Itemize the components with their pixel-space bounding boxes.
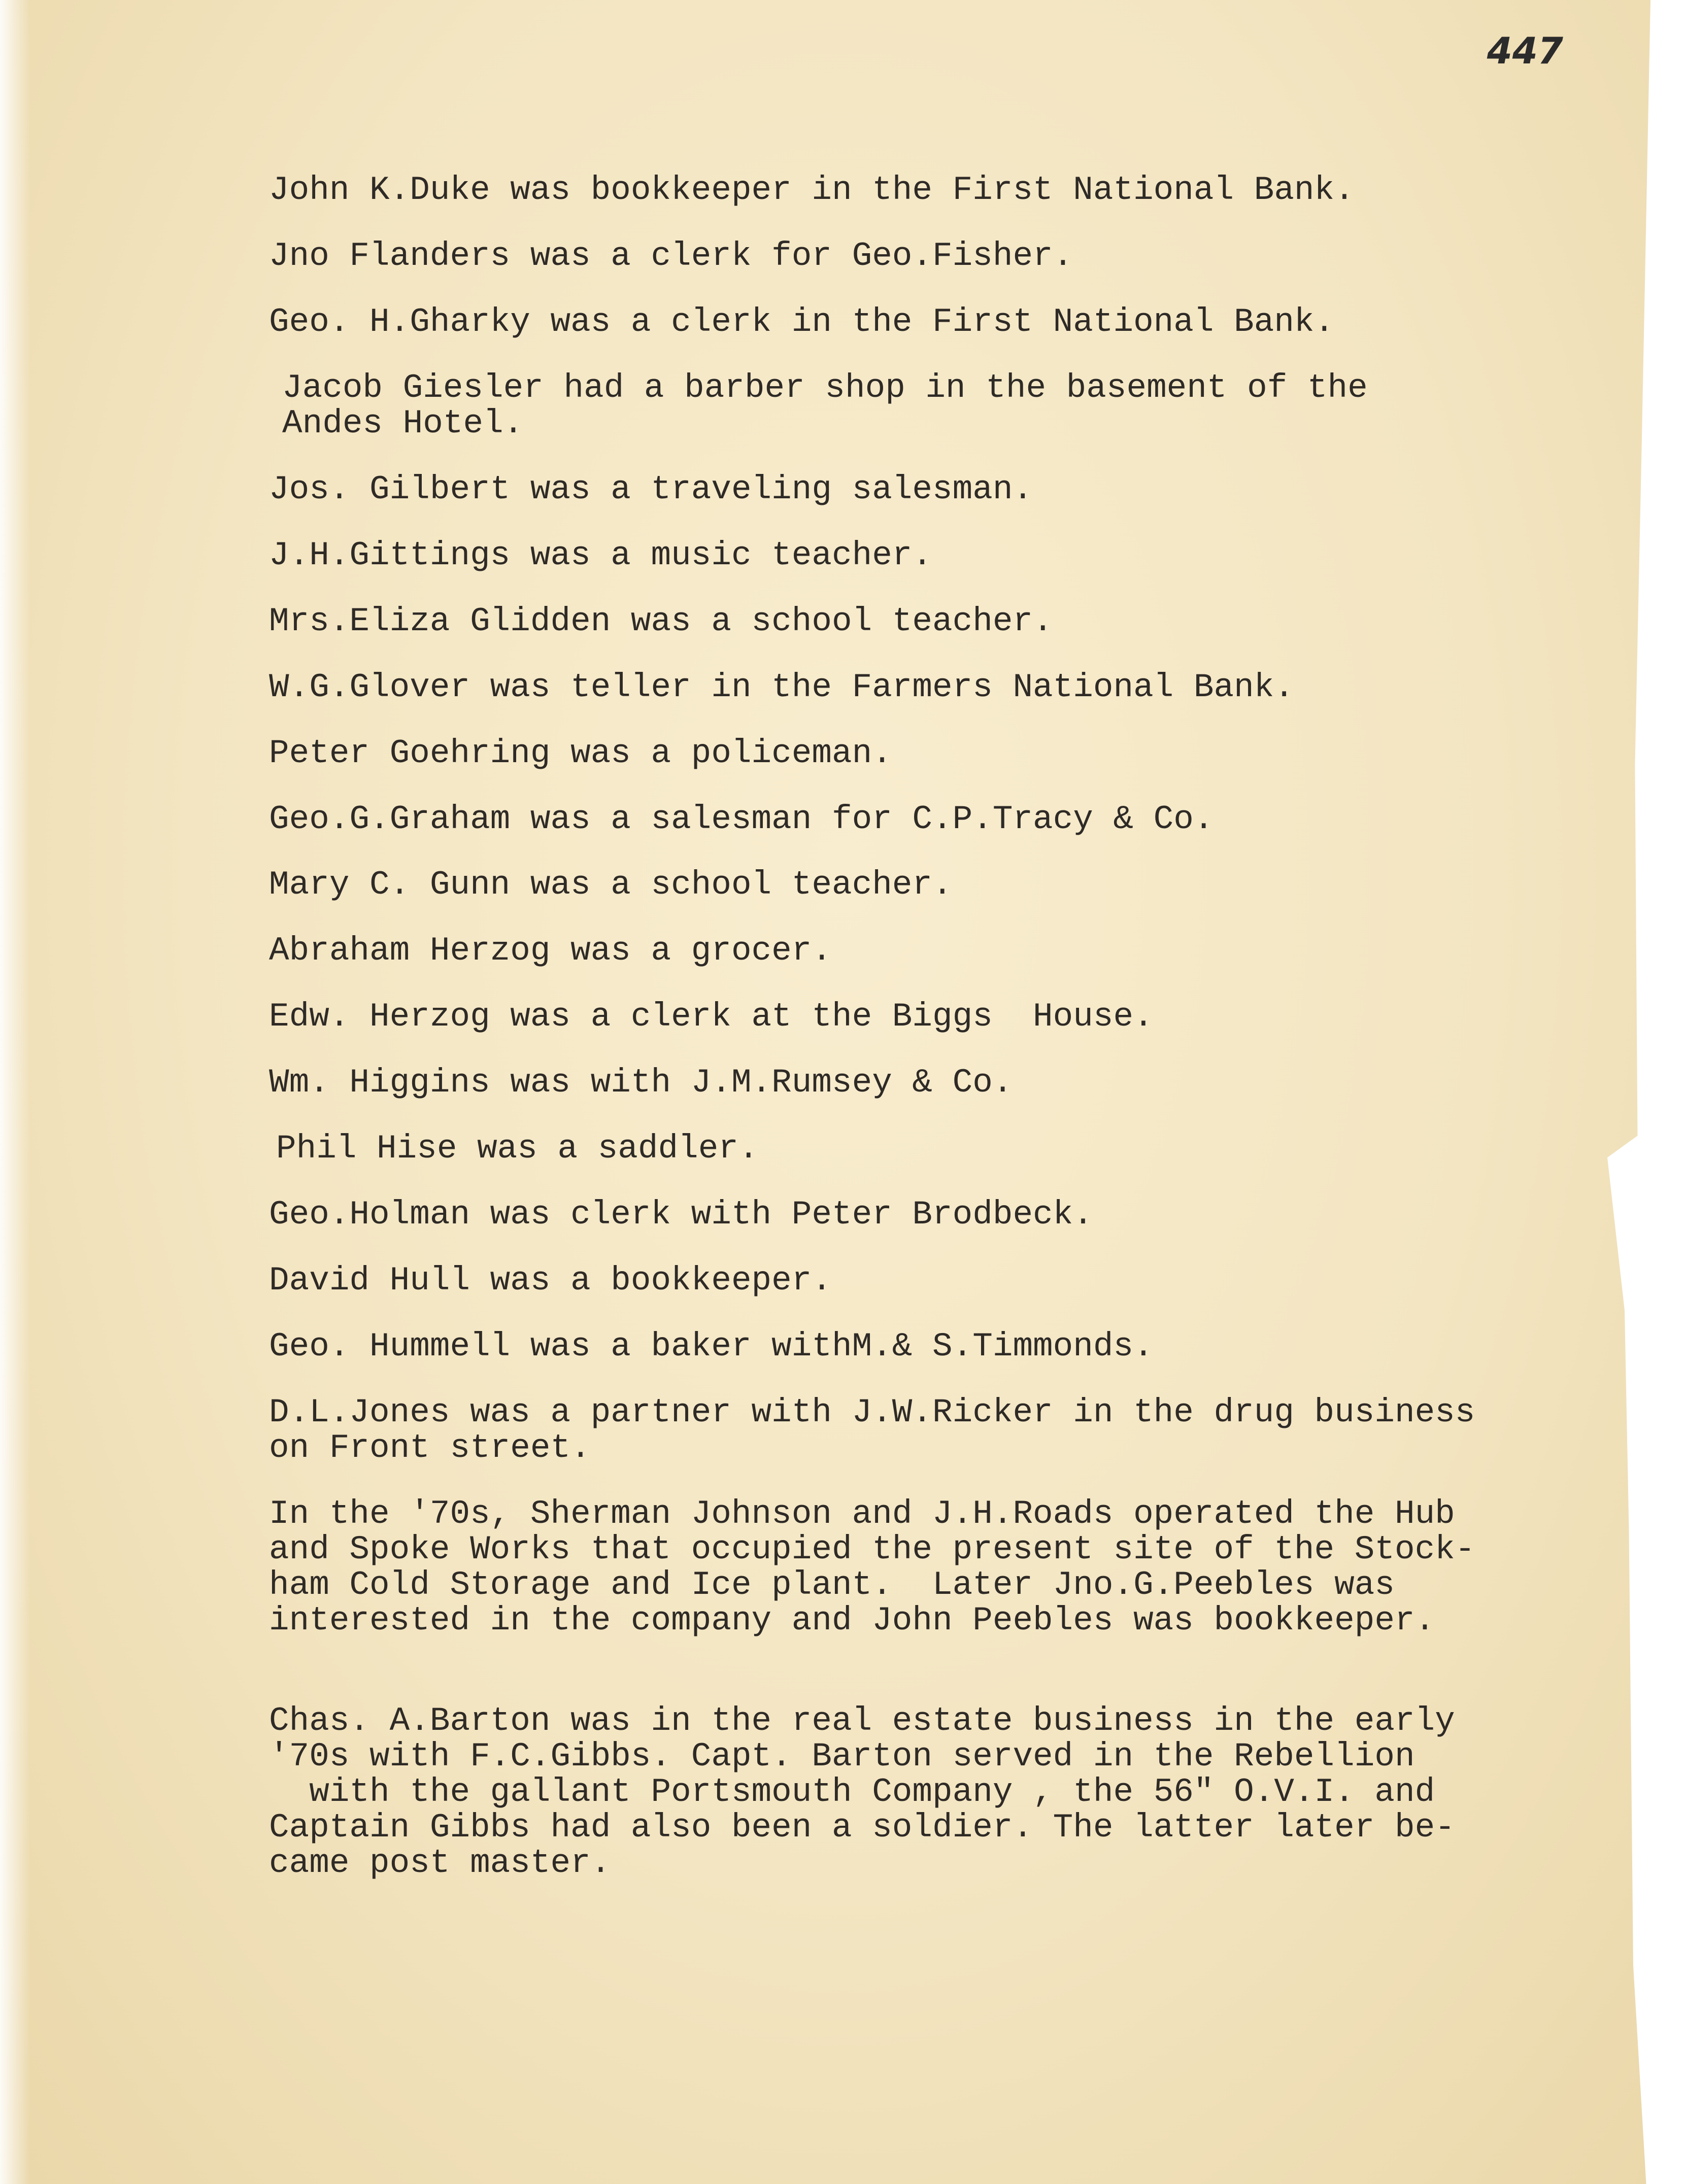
paragraph-graham: Geo.G.Graham was a salesman for C.P.Tracy & Co.: [269, 800, 1214, 838]
paragraph-barton: Chas. A.Barton was in the real estate business in the early '70s with F.C.Gibbs. Capt. Barton served in the Rebellion with the gallant Portsmouth Company , the 56" O.V.I. and Captain Gibbs had also been a soldier. The latter later be- came post master.: [269, 1701, 1455, 1882]
paragraph-hull: David Hull was a bookkeeper.: [269, 1261, 832, 1300]
typed-text-body: [269, 173, 1518, 1912]
paragraph-flanders: Jno Flanders was a clerk for Geo.Fisher.: [269, 236, 1073, 275]
paragraph-giesler: Jacob Giesler had a barber shop in the basement of the Andes Hotel.: [282, 368, 1368, 442]
paragraph-gilbert: Jos. Gilbert was a traveling salesman.: [269, 470, 1033, 508]
paragraph-gunn: Mary C. Gunn was a school teacher.: [269, 866, 953, 904]
paragraph-goehring: Peter Goehring was a policeman.: [269, 734, 892, 772]
paragraph-duke: John K.Duke was bookkeeper in the First National Bank.: [269, 171, 1355, 209]
handwritten-page-number: 447: [1487, 29, 1563, 72]
paragraph-abraham-herzog: Abraham Herzog was a grocer.: [269, 932, 832, 970]
paragraph-edw-herzog: Edw. Herzog was a clerk at the Biggs House.: [269, 998, 1154, 1036]
torn-right-edge: [1599, 0, 1685, 2184]
paragraph-gittings: J.H.Gittings was a music teacher.: [269, 536, 933, 574]
paragraph-glover: W.G.Glover was teller in the Farmers National Bank.: [269, 668, 1294, 706]
paragraph-jones: D.L.Jones was a partner with J.W.Ricker in the drug business on Front street.: [269, 1393, 1475, 1468]
paragraph-johnson: In the '70s, Sherman Johnson and J.H.Roads operated the Hub and Spoke Works that occupied the present site of the Stock- ham Cold Storage and Ice plant. Later Jno.G.Peebles was interested in the company and John Peebles was bookkeeper.: [269, 1495, 1475, 1640]
paragraph-holman: Geo.Holman was clerk with Peter Brodbeck.: [269, 1196, 1093, 1234]
paragraph-hummell: Geo. Hummell was a baker withM.& S.Timmonds.: [269, 1327, 1154, 1366]
page-edge-wear: [0, 0, 30, 2184]
paragraph-glidden: Mrs.Eliza Glidden was a school teacher.: [269, 602, 1053, 640]
paragraph-gharky: Geo. H.Gharky was a clerk in the First National Bank.: [269, 302, 1335, 341]
paragraph-higgins: Wm. Higgins was with J.M.Rumsey & Co.: [269, 1064, 1013, 1102]
paragraph-hise: Phil Hise was a saddler.: [276, 1130, 759, 1168]
